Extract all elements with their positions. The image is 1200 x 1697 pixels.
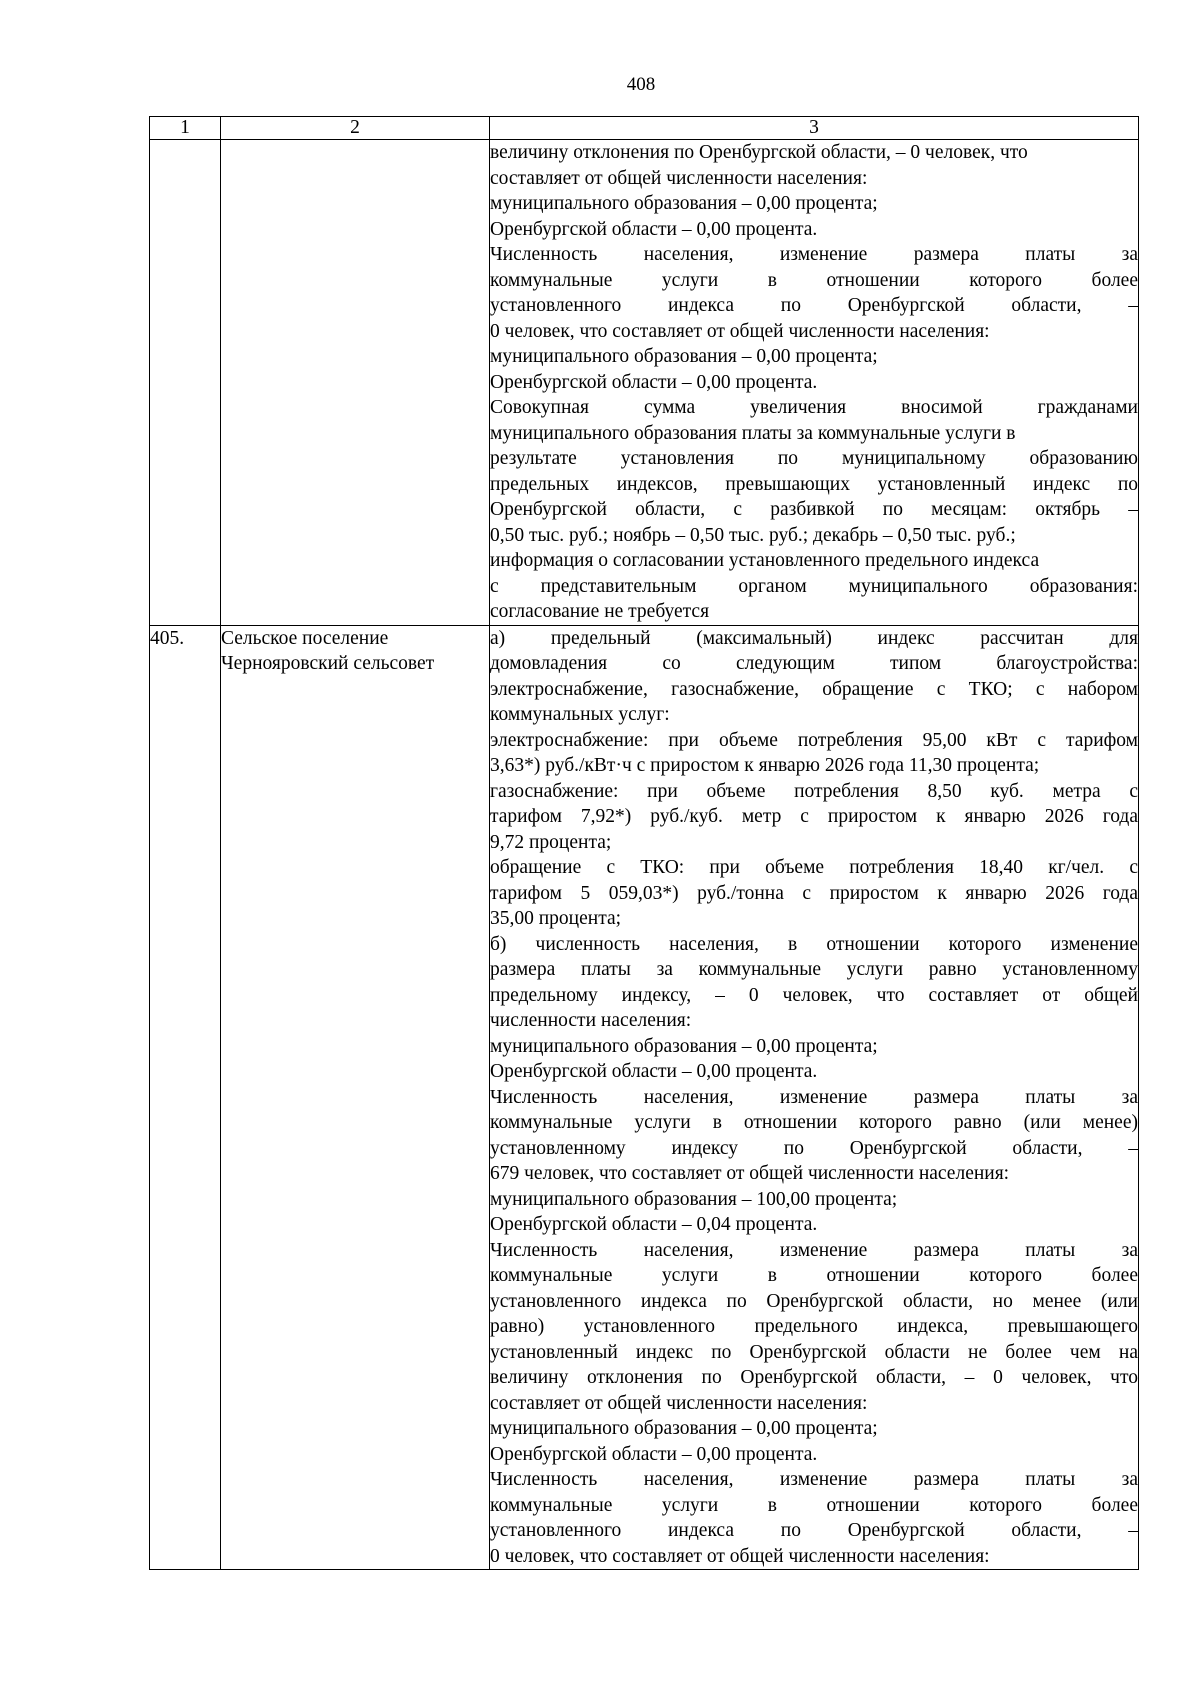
content-line: 3,63*) руб./кВт·ч с приростом к январю 2026 года 11,30 процента; bbox=[490, 755, 1040, 776]
table-row bbox=[150, 625, 1139, 1570]
content-line: коммунальные услуги в отношении которого более bbox=[490, 1494, 1138, 1516]
content-line: Оренбургской области – 0,00 процента. bbox=[490, 1061, 818, 1082]
content-line: коммунальные услуги в отношении которого более bbox=[490, 1265, 1138, 1286]
content-line: коммунальные услуги в отношении которого равно (или менее) bbox=[490, 1112, 1138, 1133]
content-line: муниципального образования платы за коммунальные услуги в bbox=[490, 422, 1016, 444]
content-line: коммунальных услуг: bbox=[490, 704, 670, 725]
name-line: Чернояровский сельсовет bbox=[221, 653, 435, 674]
content-line: Численность населения, изменение размера платы за bbox=[490, 1239, 1138, 1261]
content-line: муниципального образования – 0,00 процента; bbox=[490, 193, 878, 214]
content-line: 0 человек, что составляет от общей численности населения: bbox=[490, 320, 990, 342]
content-line: Оренбургской области – 0,00 процента. bbox=[490, 1443, 818, 1465]
content-line: муниципального образования – 0,00 процента; bbox=[490, 1418, 878, 1439]
content-line: предельному индексу, – 0 человек, что составляет от общей bbox=[490, 984, 1138, 1006]
row-number: 405. bbox=[150, 625, 221, 1570]
content-line: величину отклонения по Оренбургской области, – 0 человек, что bbox=[490, 142, 1028, 163]
content-line: предельных индексов, превышающих установленный индекс по bbox=[490, 473, 1138, 495]
content-line: тарифом 5 059,03*) руб./тонна с приростом к январю 2026 года bbox=[490, 882, 1138, 904]
content-line: коммунальные услуги в отношении которого более bbox=[490, 269, 1138, 291]
content-line: газоснабжение: при объеме потребления 8,50 куб. метра с bbox=[490, 780, 1138, 802]
content-line: Оренбургской области, с разбивкой по месяцам: октябрь – bbox=[490, 499, 1138, 520]
content-line: электроснабжение, газоснабжение, обращение с ТКО; с набором bbox=[490, 678, 1138, 700]
content-line: Оренбургской области – 0,00 процента. bbox=[490, 218, 818, 240]
municipality-name bbox=[221, 625, 490, 1570]
content-line: домовладения со следующим типом благоустройства: bbox=[490, 653, 1138, 674]
content-line: электроснабжение: при объеме потребления 95,00 кВт с тарифом bbox=[490, 729, 1138, 751]
content-line: составляет от общей численности населения: bbox=[490, 167, 868, 189]
document-table bbox=[149, 116, 1139, 1570]
content-line: муниципального образования – 0,00 процента; bbox=[490, 346, 878, 367]
content-line: 0 человек, что составляет от общей численности населения: bbox=[490, 1545, 990, 1567]
content-line: согласование не требуется bbox=[490, 601, 710, 622]
content-line: составляет от общей численности населения: bbox=[490, 1392, 868, 1414]
name-line: Сельское поселение bbox=[221, 627, 389, 649]
content-line: 35,00 процента; bbox=[490, 908, 622, 929]
content-line: результате установления по муниципальному образованию bbox=[490, 448, 1138, 469]
content-line: установленный индекс по Оренбургской области не более чем на bbox=[490, 1341, 1138, 1363]
content-line: б) численность населения, в отношении которого изменение bbox=[490, 933, 1138, 955]
content-line: численности населения: bbox=[490, 1010, 692, 1031]
content-line: Совокупная сумма увеличения вносимой гражданами bbox=[490, 397, 1138, 418]
content-line: Численность населения, изменение размера платы за bbox=[490, 1469, 1138, 1490]
content-line: информация о согласовании установленного предельного индекса bbox=[490, 550, 1040, 571]
content-line: а) предельный (максимальный) индекс рассчитан для bbox=[490, 627, 1138, 649]
header-col-3: 3 bbox=[490, 117, 1139, 140]
content-line: 0,50 тыс. руб.; ноябрь – 0,50 тыс. руб.; декабрь – 0,50 тыс. руб.; bbox=[490, 524, 1016, 546]
header-col-1: 1 bbox=[150, 117, 221, 140]
content-line: муниципального образования – 0,00 процента; bbox=[490, 1035, 878, 1057]
table-row bbox=[150, 140, 1139, 626]
table-header-row bbox=[150, 117, 1139, 140]
content-line: 679 человек, что составляет от общей численности населения: bbox=[490, 1163, 1010, 1184]
row-number bbox=[150, 140, 221, 626]
content-line: муниципального образования – 100,00 процента; bbox=[490, 1188, 898, 1210]
content-line: обращение с ТКО: при объеме потребления 18,40 кг/чел. с bbox=[490, 857, 1138, 878]
content-line: Оренбургской области – 0,00 процента. bbox=[490, 371, 818, 393]
content-line: установленного индекса по Оренбургской области, – bbox=[490, 1520, 1138, 1541]
row-content bbox=[490, 625, 1139, 1570]
content-line: Численность населения, изменение размера платы за bbox=[490, 1086, 1138, 1108]
content-line: установленного индекса по Оренбургской области, – bbox=[490, 295, 1138, 316]
content-line: размера платы за коммунальные услуги равно установленному bbox=[490, 959, 1138, 980]
content-line: установленного индекса по Оренбургской области, но менее (или bbox=[490, 1290, 1138, 1312]
content-line: с представительным органом муниципального образования: bbox=[490, 575, 1138, 597]
municipality-name bbox=[221, 140, 490, 626]
content-line: величину отклонения по Оренбургской области, – 0 человек, что bbox=[490, 1367, 1138, 1388]
content-line: равно) установленного предельного индекса, превышающего bbox=[490, 1316, 1138, 1337]
content-line: тарифом 7,92*) руб./куб. метр с приростом к январю 2026 года bbox=[490, 806, 1138, 827]
page-number: 408 bbox=[626, 74, 656, 95]
content-line: установленному индексу по Оренбургской области, – bbox=[490, 1137, 1138, 1159]
content-line: Численность населения, изменение размера платы за bbox=[490, 244, 1138, 265]
content-line: Оренбургской области – 0,04 процента. bbox=[490, 1214, 818, 1235]
header-col-2: 2 bbox=[221, 117, 490, 140]
content-line: 9,72 процента; bbox=[490, 831, 612, 853]
row-content bbox=[490, 140, 1139, 626]
